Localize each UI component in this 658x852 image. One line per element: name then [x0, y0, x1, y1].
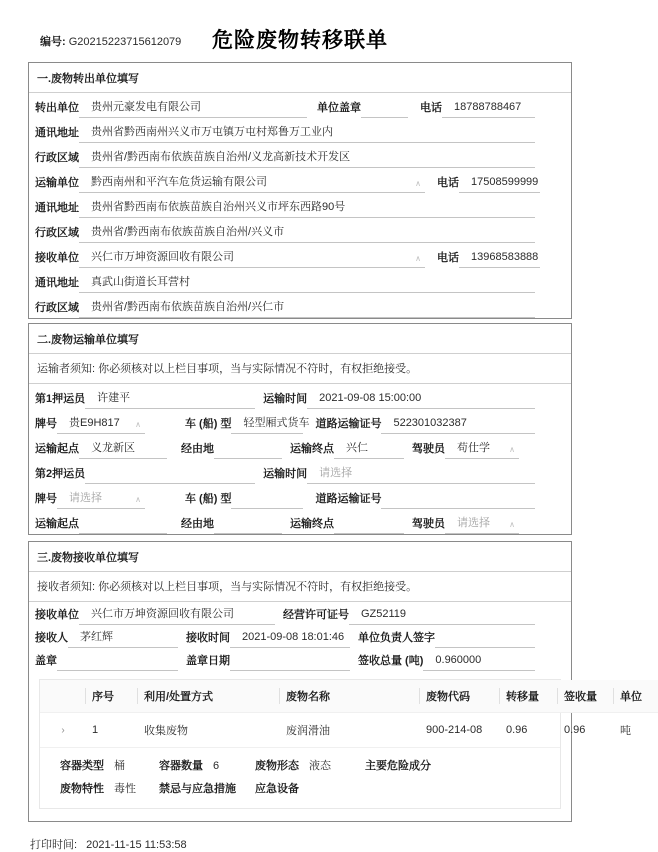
waste-form-value: 液态: [309, 760, 331, 772]
receive-unit-label: 接收单位: [35, 252, 79, 264]
row-escort2: [29, 459, 571, 484]
out-address-field[interactable]: 贵州省黔西南州兴义市万屯镇万屯村郑鲁万工业内: [79, 126, 535, 143]
col-transfer-qty: 转移量: [500, 680, 558, 713]
container-type-label: 容器类型: [60, 760, 104, 772]
transport-time-label: 运输时间: [263, 468, 308, 480]
total-received-label: 签收总量 (吨): [358, 655, 424, 667]
end-label: 运输终点: [290, 443, 334, 455]
transport-unit-select[interactable]: [79, 176, 425, 193]
row-vehicle2: [29, 484, 571, 509]
row-transport-region: [29, 218, 571, 243]
container-type-value: 桶: [114, 760, 125, 772]
receive-time-label: 接收时间: [186, 632, 230, 644]
driver-label: 驾驶员: [412, 518, 445, 530]
seal-date-field[interactable]: [230, 657, 350, 671]
cell-method: 收集废物: [138, 713, 280, 748]
row-receive-unit2: [29, 602, 571, 625]
cell-receive-qty: 0.96: [558, 713, 614, 748]
model2-field[interactable]: [231, 495, 303, 509]
expand-column-header: [40, 680, 86, 713]
out-unit-field[interactable]: 贵州元豪发电有限公司: [79, 101, 307, 118]
cell-waste-code: 900-214-08: [420, 713, 500, 748]
row-transport-address: [29, 193, 571, 218]
plate2-select[interactable]: [57, 492, 145, 509]
detail-spacer: [365, 780, 552, 796]
section1-title: 一.废物转出单位填写: [29, 63, 571, 93]
receive-unit-value: 兴仁市万坤资源回收有限公司: [91, 251, 234, 263]
road-license2-field[interactable]: [381, 495, 535, 509]
plate-label: 牌号: [35, 493, 57, 505]
container-type: [60, 757, 159, 773]
section-transport: [28, 323, 572, 535]
page-header: [0, 0, 600, 62]
row-out-address: [29, 118, 571, 143]
via-label: 经由地: [181, 518, 214, 530]
section-receive: [28, 541, 642, 822]
out-region-field[interactable]: 贵州省/黔西南布依族苗族自治州/义龙高新技术开发区: [79, 151, 535, 168]
section-transfer-out: [28, 62, 572, 319]
via-label: 经由地: [181, 443, 214, 455]
waste-trait: [60, 780, 159, 796]
end-label: 运输终点: [290, 518, 334, 530]
section2-title: 二.废物运输单位填写: [29, 324, 571, 354]
start-label: 运输起点: [35, 518, 79, 530]
address-label: 通讯地址: [35, 202, 79, 214]
waste-table-header: [40, 680, 658, 713]
out-phone-field[interactable]: 18788788467: [442, 101, 535, 118]
page-title: 危险废物转移联单: [212, 29, 388, 52]
row-route1: [29, 434, 571, 459]
plate2-value: 请选择: [69, 492, 102, 504]
region-label: 行政区域: [35, 152, 79, 164]
escort1-field[interactable]: 许建平: [85, 392, 255, 409]
row-receive-unit: [29, 243, 571, 268]
taboo-measures-label: 禁忌与应急措施: [159, 783, 236, 795]
row-route2: [29, 509, 571, 534]
col-unit: 单位: [614, 680, 658, 713]
transport-address-field[interactable]: 贵州省黔西南布依族苗族自治州兴义市坪东西路90号: [79, 201, 535, 218]
unit-seal-label: 单位盖章: [317, 102, 361, 114]
receive-time-field[interactable]: 2021-09-08 18:01:46: [230, 631, 350, 648]
business-license-label: 经营许可证号: [283, 609, 349, 621]
cell-seq: 1: [86, 713, 138, 748]
main-hazard-label: 主要危险成分: [365, 760, 431, 772]
chevron-up-icon[interactable]: [505, 444, 517, 455]
road-license-label: 道路运输证号: [315, 418, 382, 430]
plate1-value: 贵E9H817: [69, 417, 120, 429]
row-escort1: [29, 384, 571, 409]
expand-row-icon[interactable]: [61, 725, 64, 736]
waste-trait-value: 毒性: [114, 783, 136, 795]
col-seq: 序号: [86, 680, 138, 713]
transport-time-label: 运输时间: [263, 393, 308, 405]
receive-unit-label: 接收单位: [35, 609, 79, 621]
unit-seal-field[interactable]: [361, 104, 408, 118]
waste-row-detail: [40, 747, 560, 808]
end1-field[interactable]: 兴仁: [334, 442, 404, 459]
container-count-value: 6: [213, 760, 220, 772]
cell-transfer-qty: 0.96: [500, 713, 558, 748]
receive-phone-field[interactable]: 13968583888: [459, 251, 540, 268]
transport-unit-label: 运输单位: [35, 177, 79, 189]
seal-field[interactable]: [57, 657, 178, 671]
main-hazard: [365, 757, 552, 773]
serial-value: G20215223715612079: [68, 36, 182, 48]
signature-label: 单位负责人签字: [358, 632, 435, 644]
waste-form: [255, 757, 365, 773]
seal-date-label: 盖章日期: [186, 655, 230, 667]
section3-title: 三.废物接收单位填写: [29, 542, 571, 572]
receiver-label: 接收人: [35, 632, 68, 644]
col-waste-code: 废物代码: [420, 680, 500, 713]
driver1-value: 苟仕学: [457, 442, 490, 454]
end2-field[interactable]: [334, 520, 404, 534]
transport-time2-field[interactable]: 请选择: [307, 467, 535, 484]
transport-time1-field[interactable]: 2021-09-08 15:00:00: [307, 392, 535, 409]
waste-trait-label: 废物特性: [60, 783, 104, 795]
col-receive-qty: 签收量: [558, 680, 614, 713]
waste-form-label: 废物形态: [255, 760, 299, 772]
phone-label: 电话: [437, 177, 459, 189]
chevron-up-icon[interactable]: [505, 519, 517, 530]
cell-waste-name: 废润滑油: [280, 713, 420, 748]
via2-field[interactable]: [214, 520, 282, 534]
waste-items-table: [39, 679, 642, 809]
driver2-select[interactable]: [445, 517, 519, 534]
print-time: [30, 836, 600, 852]
start1-field[interactable]: 义龙新区: [79, 442, 167, 459]
receive-unit-field[interactable]: 兴仁市万坤资源回收有限公司: [79, 608, 275, 625]
col-waste-name: 废物名称: [280, 680, 420, 713]
container-count-label: 容器数量: [159, 760, 203, 772]
chevron-up-icon[interactable]: [411, 178, 423, 189]
transport-region-field[interactable]: 贵州省/黔西南布依族苗族自治州/兴义市: [79, 226, 535, 243]
driver2-value: 请选择: [457, 517, 490, 529]
road-license1-field[interactable]: 522301032387: [381, 417, 535, 434]
row-seal: [29, 648, 571, 671]
receive-address-field[interactable]: 真武山街道长耳营村: [79, 276, 535, 293]
address-label: 通讯地址: [35, 277, 79, 289]
emergency-equipment: [255, 780, 365, 796]
chevron-up-icon[interactable]: [411, 253, 423, 264]
start2-field[interactable]: [79, 520, 167, 534]
row-receiver: [29, 625, 571, 648]
signature-field[interactable]: [435, 634, 535, 648]
row-receive-region: [29, 293, 571, 318]
chevron-up-icon[interactable]: [131, 494, 143, 505]
row-transport-unit: [29, 168, 571, 193]
address-label: 通讯地址: [35, 127, 79, 139]
serial-number: [40, 33, 181, 49]
emergency-equipment-label: 应急设备: [255, 783, 299, 795]
business-license-field[interactable]: GZ52119: [349, 608, 535, 625]
region-label: 行政区域: [35, 227, 79, 239]
vehicle-model-label: 车 (船) 型: [185, 418, 232, 430]
via1-field[interactable]: [214, 445, 282, 459]
escort2-label: 第2押运员: [35, 468, 86, 480]
chevron-up-icon[interactable]: [131, 419, 143, 430]
row-receive-address: [29, 268, 571, 293]
waste-table-row: [40, 713, 658, 748]
total-received-field[interactable]: 0.960000: [423, 654, 535, 671]
taboo-measures: [159, 780, 255, 796]
receive-unit-select[interactable]: [79, 251, 425, 268]
transport-phone-field[interactable]: 17508599999: [459, 176, 540, 193]
start-label: 运输起点: [35, 443, 79, 455]
transport-unit-value: 黔西南州和平汽车危货运输有限公司: [91, 176, 267, 188]
vehicle-model-label: 车 (船) 型: [185, 493, 232, 505]
escort1-label: 第1押运员: [35, 393, 86, 405]
print-time-label: 打印时间:: [30, 839, 78, 851]
escort2-field[interactable]: [85, 470, 255, 484]
print-time-value: 2021-11-15 11:53:58: [86, 839, 187, 851]
driver-label: 驾驶员: [412, 443, 445, 455]
plate-label: 牌号: [35, 418, 57, 430]
transporter-notice: 运输者须知: 你必须核对以上栏目事项，当与实际情况不符时，有权拒绝接受。: [29, 354, 571, 384]
plate1-select[interactable]: [57, 417, 145, 434]
row-vehicle1: [29, 409, 571, 434]
receiver-field[interactable]: 茅红辉: [68, 631, 178, 648]
row-out-unit: [29, 93, 571, 118]
out-unit-label: 转出单位: [35, 102, 79, 114]
serial-label: 编号:: [40, 36, 66, 48]
driver1-select[interactable]: [445, 442, 519, 459]
receiver-notice: 接收者须知: 你必须核对以上栏目事项，当与实际情况不符时，有权拒绝接受。: [29, 572, 571, 602]
seal-label: 盖章: [35, 655, 57, 667]
container-count: [159, 757, 255, 773]
phone-label: 电话: [420, 102, 442, 114]
col-method: 利用/处置方式: [138, 680, 280, 713]
region-label: 行政区域: [35, 302, 79, 314]
road-license-label: 道路运输证号: [315, 493, 382, 505]
row-out-region: [29, 143, 571, 168]
phone-label: 电话: [437, 252, 459, 264]
model1-field[interactable]: 轻型厢式货车: [231, 417, 303, 434]
receive-region-field[interactable]: 贵州省/黔西南布依族苗族自治州/兴仁市: [79, 301, 535, 318]
cell-unit: 吨: [614, 713, 658, 748]
